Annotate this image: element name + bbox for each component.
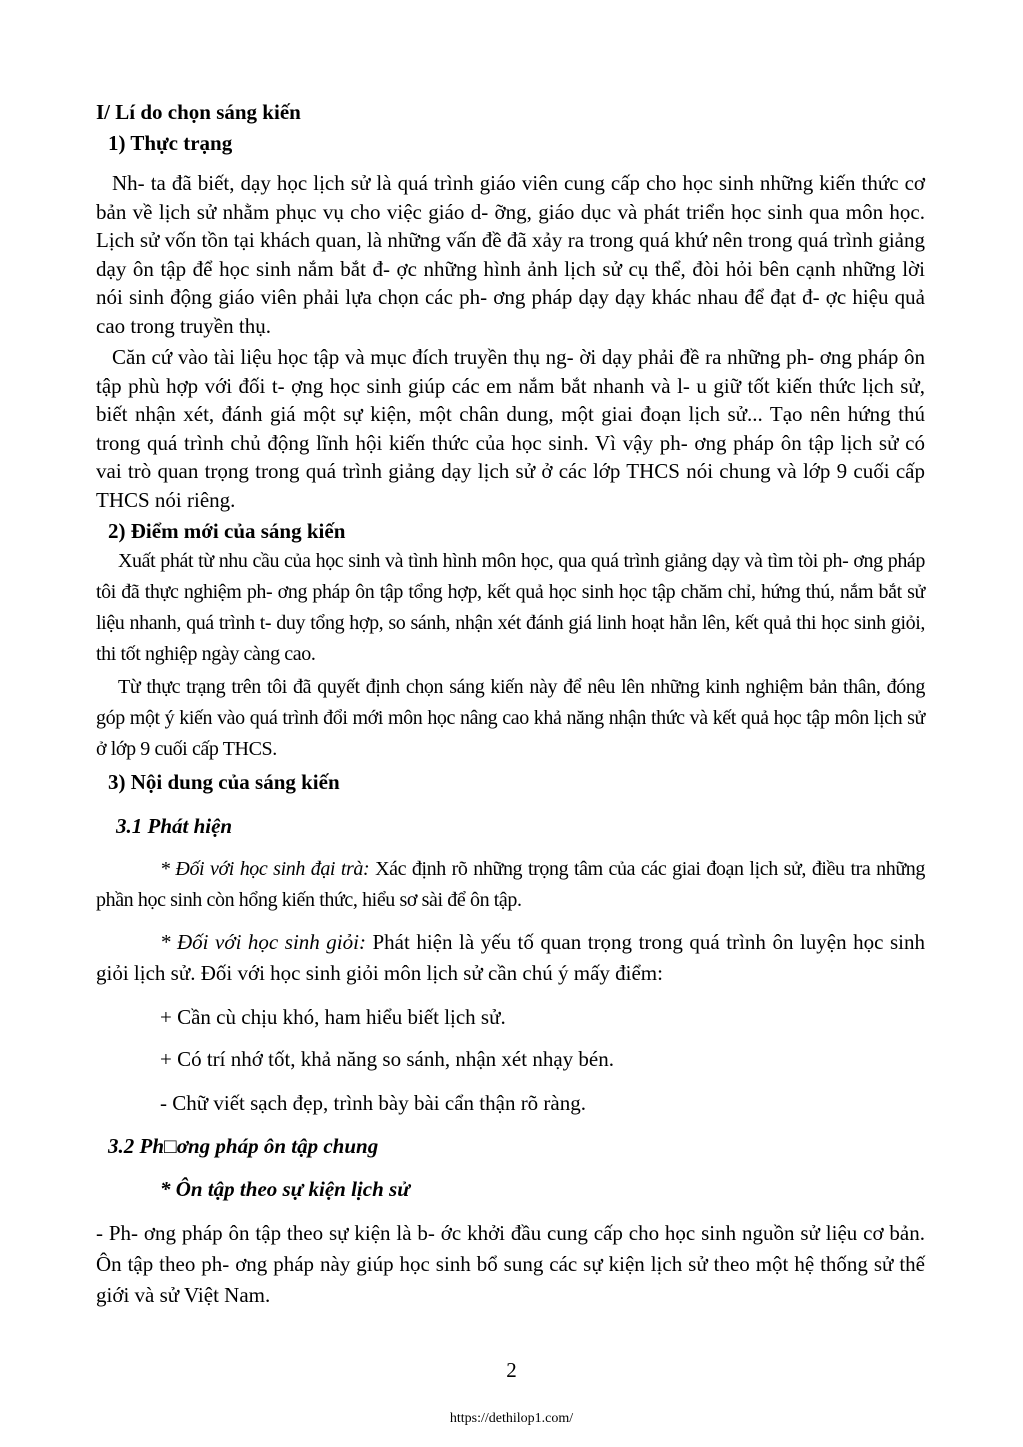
- label-hoc-sinh-dai-tra: * Đối với học sinh đại trà:: [160, 858, 370, 880]
- heading-diem-moi: 2) Điểm mới của sáng kiến: [108, 519, 346, 543]
- text-hoc-sinh-dai-tra: Xác định rõ những trọng tâm của các giai đoạn lịch sử, điều tra những phần học sinh còn hổng kiến thức, hiểu sơ sài để ôn tập.: [96, 858, 925, 911]
- footer-url: https://dethilop1.com/: [449, 1411, 574, 1426]
- heading-phuong-phap-chung: 3.2 Ph□ơng pháp ôn tập chung: [108, 1134, 379, 1158]
- list-item-1: + Cần cù chịu khó, ham hiểu biết lịch sử.: [160, 1005, 506, 1029]
- paragraph-hoc-sinh-dai-tra: [96, 854, 925, 916]
- label-hoc-sinh-gioi: * Đối với học sinh giỏi:: [160, 930, 366, 954]
- heading-thuc-trang: 1) Thực trạng: [108, 131, 233, 155]
- page-number: 2: [506, 1358, 517, 1382]
- paragraph-on-tap-su-kien: - Ph- ơng pháp ôn tập theo sự kiện là b- ớc khởi đầu cung cấp cho học sinh nguồn sử liệu cơ bản. Ôn tập theo ph- ơng pháp này giúp học sinh bổ sung các sự kiện lịch sử theo một hệ thống sử thế giới và sử Việt Nam.: [96, 1221, 925, 1307]
- heading-noi-dung: 3) Nội dung của sáng kiến: [108, 770, 340, 794]
- paragraph-diem-moi-1: Xuất phát từ nhu cầu của học sinh và tình hình môn học, qua quá trình giảng dạy và tìm tòi ph- ơng pháp tôi đã thực nghiệm ph- ơng pháp ôn tập tổng hợp, kết quả học sinh học tập chăm chỉ, hứng thú, nắm bắt sử liệu nhanh, quá trình t- duy tổng hợp, so sánh, nhận xét đánh giá linh hoạt hẳn lên, kết quả thi học sinh giỏi, thi tốt nghiệp ngày càng cao.: [96, 550, 925, 665]
- list-item-3: - Chữ viết sạch đẹp, trình bày bài cẩn thận rõ ràng.: [160, 1091, 586, 1115]
- section-heading: I/ Lí do chọn sáng kiến: [96, 100, 301, 124]
- paragraph-diem-moi-2: Từ thực trạng trên tôi đã quyết định chọn sáng kiến này để nêu lên những kinh nghiệm bản thân, đóng góp một ý kiến vào quá trình đổi mới môn học nâng cao khả năng nhận thức và kết quả học tập môn lịch sử ở lớp 9 cuối cấp THCS.: [96, 676, 925, 760]
- heading-on-tap-su-kien: * Ôn tập theo sự kiện lịch sử: [160, 1177, 410, 1201]
- paragraph-thuc-trang-1: Nh- ta đã biết, dạy học lịch sử là quá trình giáo viên cung cấp cho học sinh những kiến thức cơ bản về lịch sử nhằm phục vụ cho việc giáo d- ỡng, giáo dục và phát triển học sinh qua môn học. Lịch sử vốn tồn tại khách quan, là những vấn đề đã xảy ra trong quá khứ nên trong quá trình giảng dạy ôn tập để học sinh nắm bắt đ- ợc những hình ảnh lịch sử cụ thể, đòi hỏi bên cạnh những lời nói sinh động giáo viên phải lựa chọn các ph- ơng pháp dạy dạy khác nhau để đạt đ- ợc hiệu quả cao trong truyền thụ.: [96, 171, 925, 338]
- text-hoc-sinh-gioi: Phát hiện là yếu tố quan trọng trong quá trình ôn luyện học sinh giỏi lịch sử. Đối với học sinh giỏi môn lịch sử cần chú ý mấy điểm:: [96, 930, 925, 985]
- paragraph-hoc-sinh-gioi: [96, 927, 925, 989]
- list-item-2: + Có trí nhớ tốt, khả năng so sánh, nhận xét nhạy bén.: [160, 1047, 614, 1071]
- heading-phat-hien: 3.1 Phát hiện: [116, 814, 233, 838]
- paragraph-thuc-trang-2: Căn cứ vào tài liệu học tập và mục đích truyền thụ ng- ời dạy phải đề ra những ph- ơng pháp ôn tập phù hợp với đối t- ợng học sinh giúp các em nắm bắt nhanh và l- u giữ tốt kiến thức lịch sử, biết nhận xét, đánh giá một sự kiện, một chân dung, một giai đoạn lịch sử... Tạo nên hứng thú trong quá trình chủ động lĩnh hội kiến thức của học sinh. Vì vậy ph- ơng pháp ôn tập lịch sử có vai trò quan trọng trong quá trình giảng dạy lịch sử ở các lớp THCS nói chung và lớp 9 cuối cấp THCS nói riêng.: [96, 345, 925, 512]
